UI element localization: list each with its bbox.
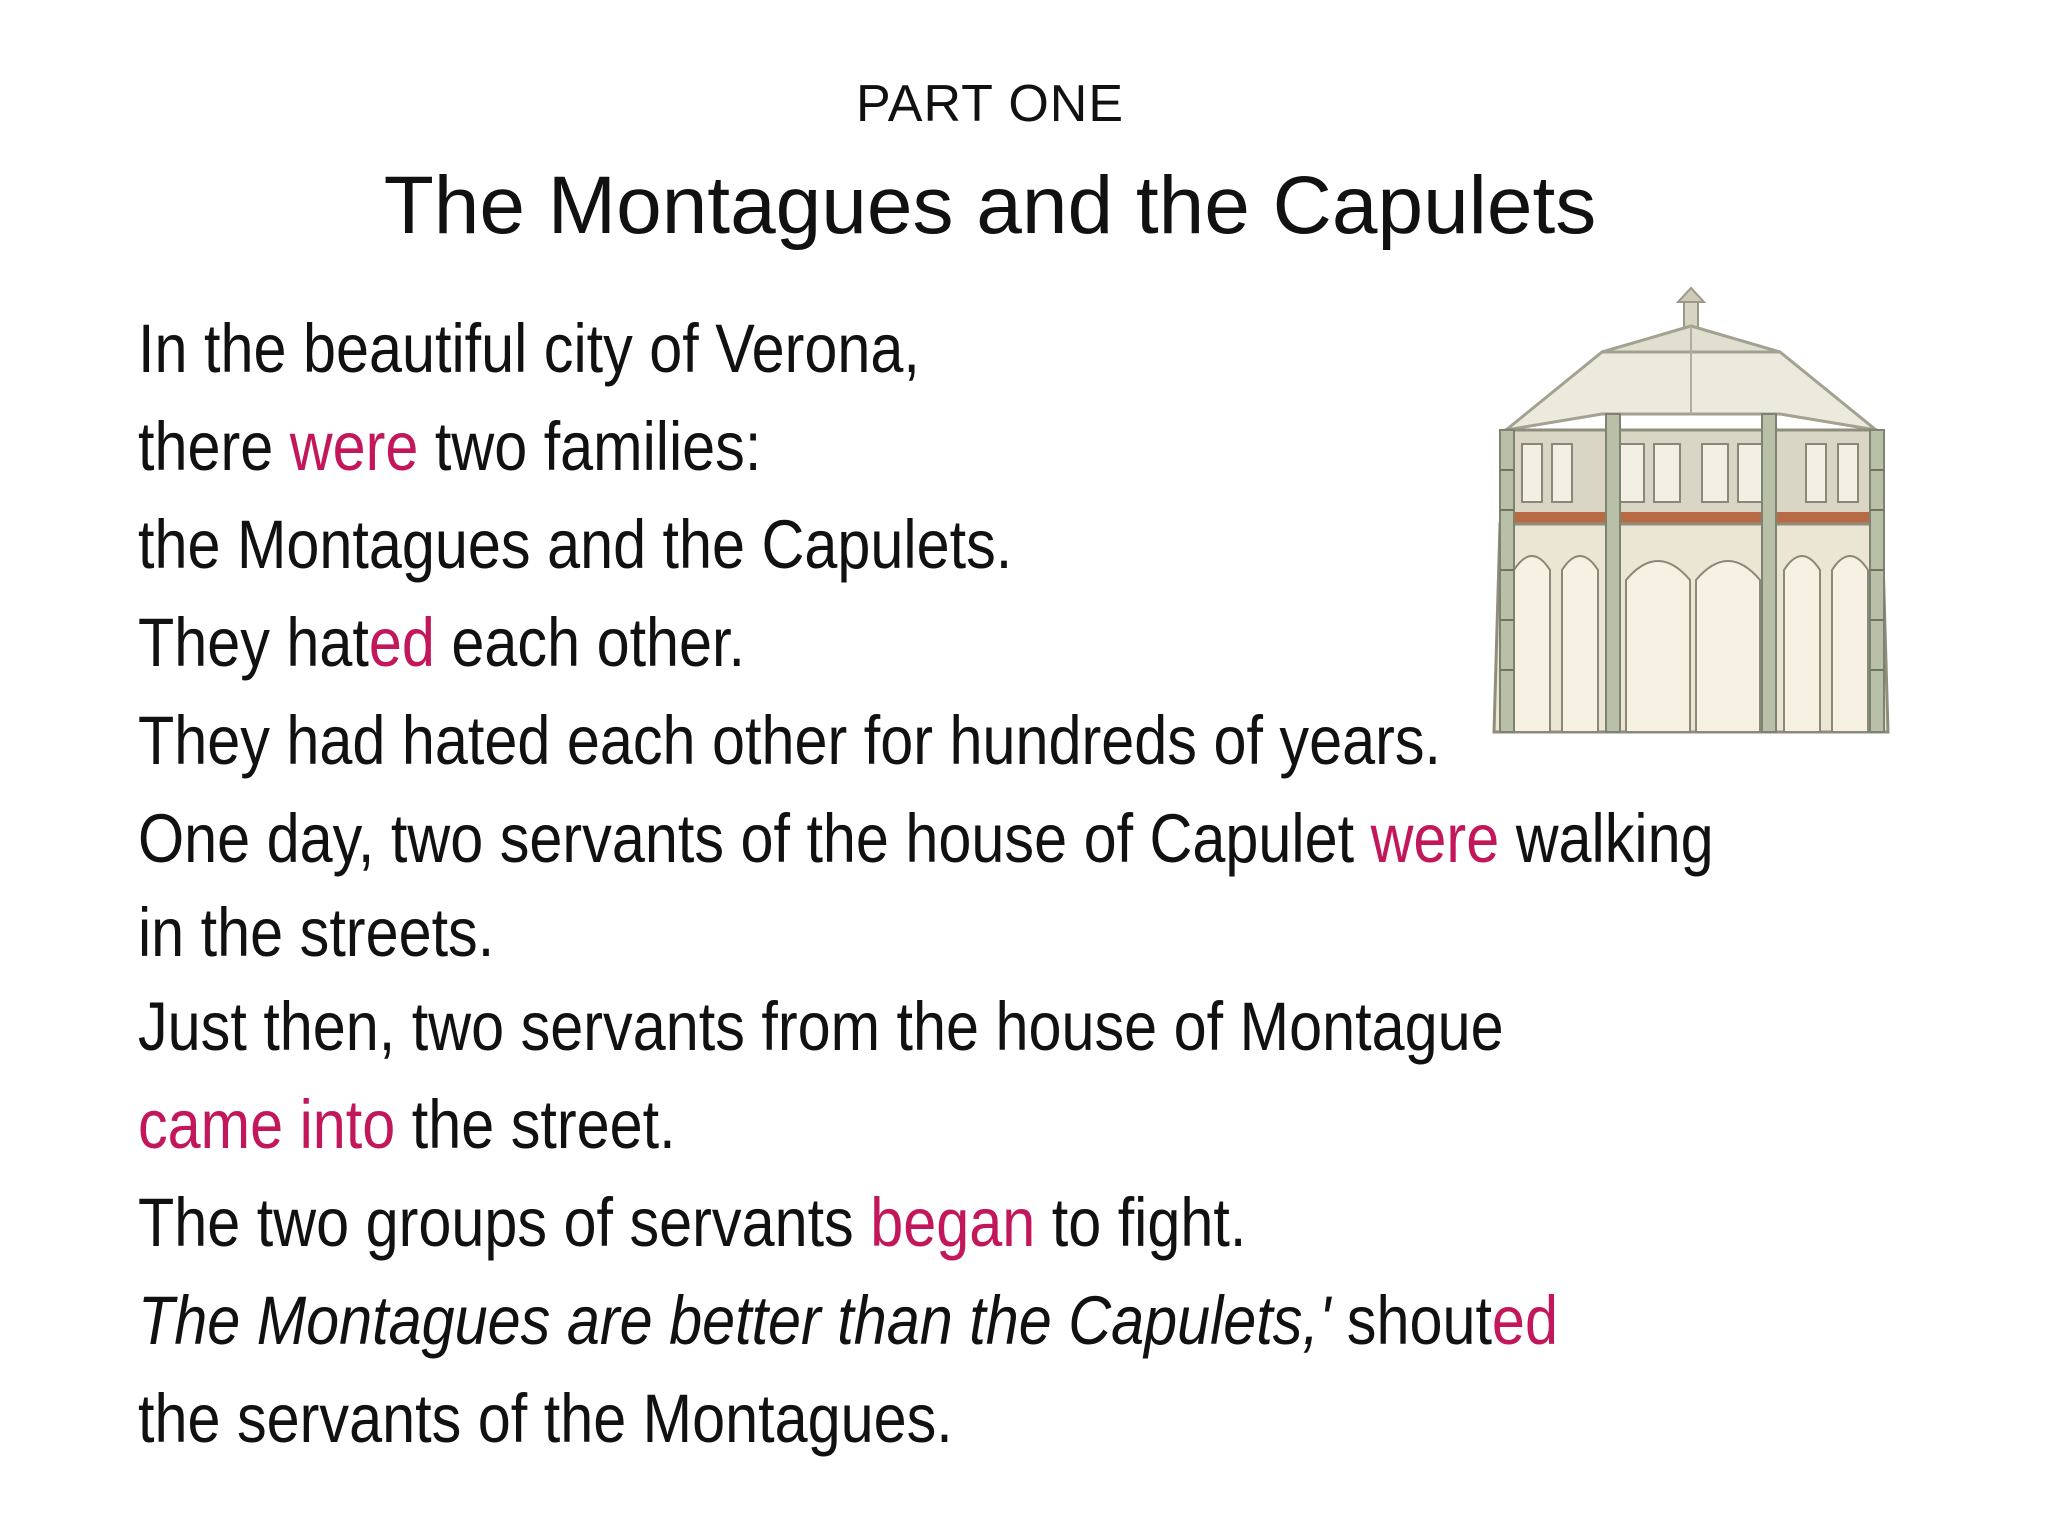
story-text xyxy=(138,300,1858,1468)
story-line xyxy=(138,594,1617,692)
highlighted-word: were xyxy=(1370,800,1500,877)
highlighted-word: ed xyxy=(1491,1282,1558,1359)
highlighted-word: came into xyxy=(138,1086,396,1163)
text-segment: in the streets. xyxy=(138,894,495,971)
text-segment: shout xyxy=(1330,1282,1492,1359)
text-segment: Just then, two servants from the house of Montague xyxy=(138,988,1504,1065)
text-segment: the servants of the Montagues. xyxy=(138,1380,953,1457)
story-line xyxy=(138,790,1714,888)
story-line xyxy=(138,300,1617,398)
text-segment: They hat xyxy=(138,604,369,681)
story-line xyxy=(138,1174,1617,1272)
quoted-speech: The Montagues are better than the Capulets,' xyxy=(138,1282,1331,1359)
text-segment: to fight. xyxy=(1035,1184,1247,1261)
story-line xyxy=(138,496,1617,594)
story-line xyxy=(138,1370,1617,1468)
story-line xyxy=(138,888,1617,978)
story-line xyxy=(138,1076,1617,1174)
story-line xyxy=(138,1272,1617,1370)
highlighted-word: were xyxy=(289,408,419,485)
text-segment: there xyxy=(138,408,290,485)
highlighted-word: ed xyxy=(368,604,435,681)
text-segment: each other. xyxy=(434,604,746,681)
header xyxy=(0,72,1980,258)
text-segment: They had hated each other for hundreds of years. xyxy=(138,702,1442,779)
text-segment: walking xyxy=(1499,800,1714,877)
text-segment: In the beautiful city of Verona, xyxy=(138,310,920,387)
text-segment: two families: xyxy=(418,408,762,485)
text-segment: One day, two servants of the house of Capulet xyxy=(138,800,1371,877)
part-label: PART ONE xyxy=(855,75,1125,133)
story-line xyxy=(138,398,1617,496)
highlighted-word: began xyxy=(870,1184,1036,1261)
text-segment: the street. xyxy=(395,1086,676,1163)
text-segment: the Montagues and the Capulets. xyxy=(138,506,1013,583)
chapter-title: The Montagues and the Capulets xyxy=(383,160,1597,251)
story-line xyxy=(138,978,1617,1076)
text-segment: The two groups of servants xyxy=(138,1184,871,1261)
story-line xyxy=(138,692,1617,790)
